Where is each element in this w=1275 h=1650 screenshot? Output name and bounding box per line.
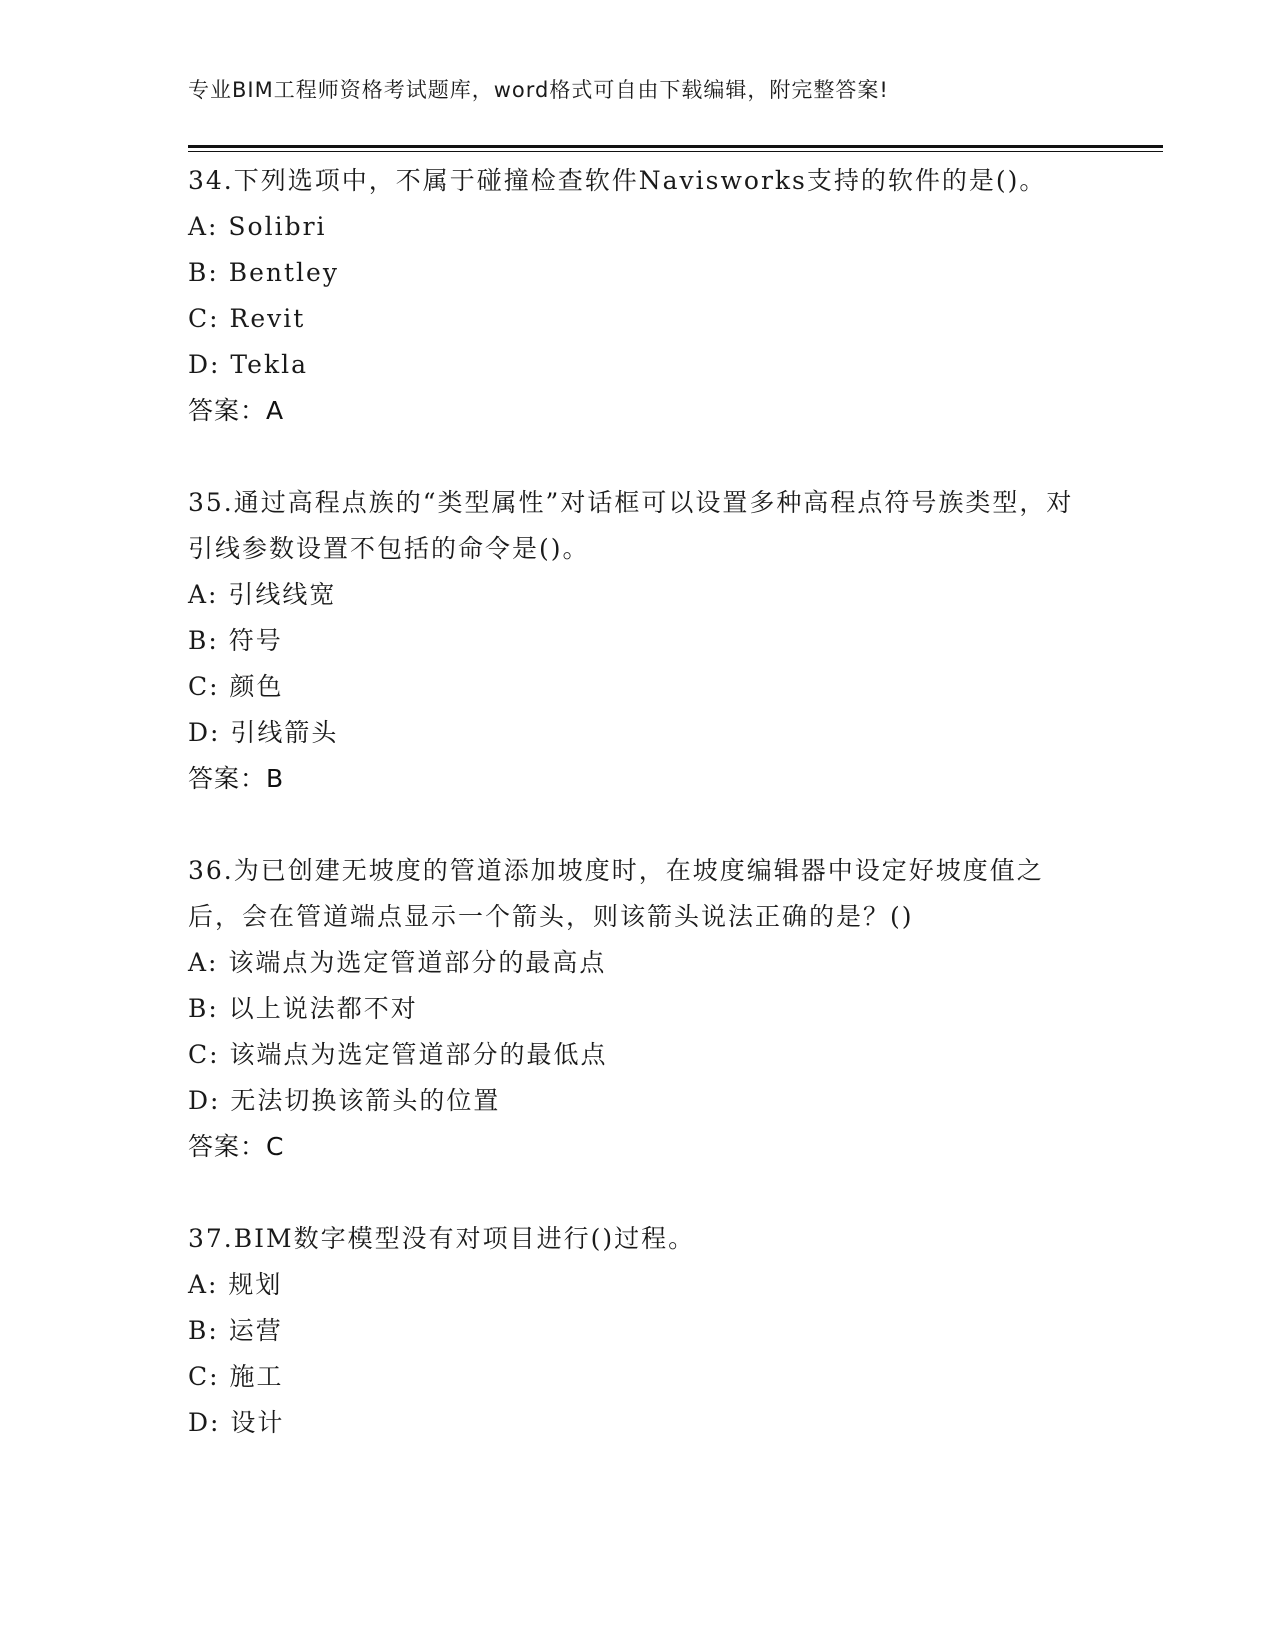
question-spacer xyxy=(188,1170,1088,1216)
question-stem: 37.BIM数字模型没有对项目进行()过程。 xyxy=(188,1224,696,1253)
option-c: C: 施工 xyxy=(188,1362,284,1391)
question-spacer xyxy=(188,434,1088,480)
option-d: D: 设计 xyxy=(188,1408,285,1437)
question-stem: 35.通过高程点族的“类型属性”对话框可以设置多种高程点符号族类型，对引线参数设置不包括的命令是()。 xyxy=(188,488,1074,563)
option-b: B: Bentley xyxy=(188,258,339,287)
option-b: B: 符号 xyxy=(188,626,283,655)
option-a: A: 引线线宽 xyxy=(188,580,337,609)
option-c: C: Revit xyxy=(188,304,306,333)
header-rule-thick xyxy=(188,145,1163,148)
page-header: 专业BIM工程师资格考试题库，word格式可自由下载编辑，附完整答案! xyxy=(188,78,889,102)
option-b: B: 运营 xyxy=(188,1316,283,1345)
answer: 答案：A xyxy=(188,396,285,425)
option-d: D: 引线箭头 xyxy=(188,718,339,747)
question-37 xyxy=(188,1216,1088,1446)
question-36 xyxy=(188,848,1088,1170)
option-c: C: 该端点为选定管道部分的最低点 xyxy=(188,1040,608,1069)
option-a: A: 该端点为选定管道部分的最高点 xyxy=(188,948,607,977)
option-a: A: Solibri xyxy=(188,212,327,241)
question-spacer xyxy=(188,802,1088,848)
answer: 答案：C xyxy=(188,1132,285,1161)
question-stem: 36.为已创建无坡度的管道添加坡度时，在坡度编辑器中设定好坡度值之后，会在管道端点显示一个箭头，则该箭头说法正确的是？() xyxy=(188,856,1044,931)
header-rule-thin xyxy=(188,151,1163,152)
option-d: D: Tekla xyxy=(188,350,308,379)
option-b: B: 以上说法都不对 xyxy=(188,994,418,1023)
option-a: A: 规划 xyxy=(188,1270,283,1299)
answer: 答案：B xyxy=(188,764,285,793)
option-c: C: 颜色 xyxy=(188,672,284,701)
option-d: D: 无法切换该箭头的位置 xyxy=(188,1086,501,1115)
question-stem: 34.下列选项中，不属于碰撞检查软件Navisworks支持的软件的是()。 xyxy=(188,166,1047,195)
question-35 xyxy=(188,480,1088,802)
question-list xyxy=(188,158,1088,1446)
question-34 xyxy=(188,158,1088,434)
